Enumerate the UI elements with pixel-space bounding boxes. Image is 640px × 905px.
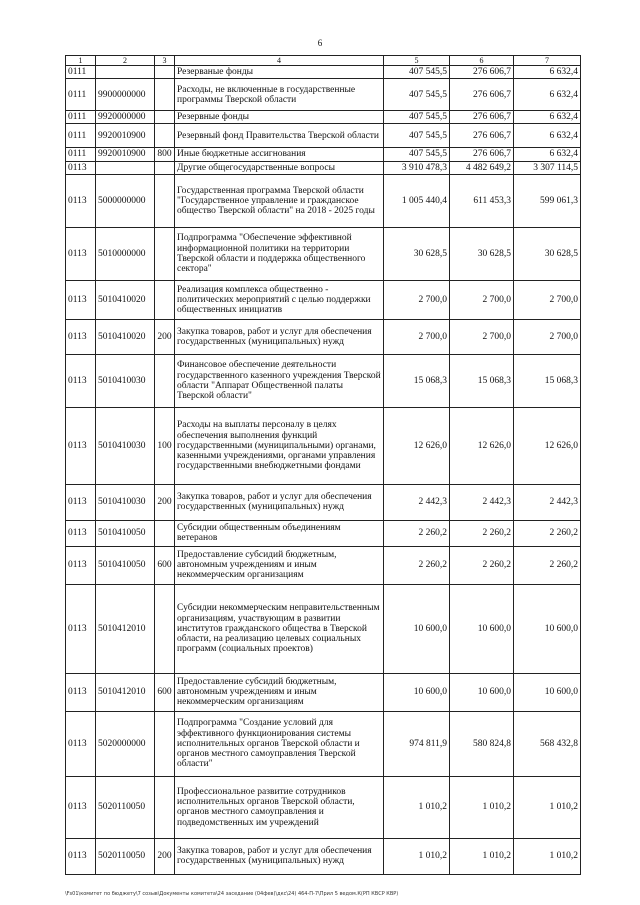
- amount-col-7: 2 260,2: [514, 546, 581, 584]
- table-row: [66, 148, 581, 161]
- expense-name: Закупка товаров, работ и услуг для обеспечения государственных (муниципальных) нужд: [175, 838, 384, 874]
- expense-type-code: [155, 354, 175, 407]
- table-row: [66, 79, 581, 111]
- section-code: 0113: [66, 280, 96, 319]
- amount-col-5: 30 628,5: [384, 227, 450, 280]
- target-article-code: 5010410020: [96, 280, 155, 319]
- expense-type-code: [155, 776, 175, 838]
- expense-type-code: [155, 520, 175, 546]
- column-number: 5: [384, 56, 450, 66]
- amount-col-7: 3 307 114,5: [514, 161, 581, 174]
- amount-col-5: 407 545,5: [384, 66, 450, 79]
- amount-col-6: 580 824,8: [450, 711, 514, 776]
- amount-col-5: 2 442,3: [384, 484, 450, 520]
- target-article-code: 5020000000: [96, 711, 155, 776]
- section-code: 0113: [66, 673, 96, 711]
- expense-type-code: 600: [155, 546, 175, 584]
- amount-col-7: 2 260,2: [514, 520, 581, 546]
- amount-col-7: 12 626,0: [514, 407, 581, 484]
- target-article-code: 5010410020: [96, 319, 155, 354]
- amount-col-5: 10 600,0: [384, 673, 450, 711]
- section-code: 0111: [66, 124, 96, 148]
- table-row: [66, 776, 581, 838]
- amount-col-7: 1 010,2: [514, 838, 581, 874]
- expense-type-code: [155, 161, 175, 174]
- section-code: 0113: [66, 174, 96, 227]
- section-code: 0113: [66, 354, 96, 407]
- amount-col-7: 2 700,0: [514, 280, 581, 319]
- amount-col-7: 6 632,4: [514, 66, 581, 79]
- table-row: [66, 546, 581, 584]
- amount-col-7: 599 061,3: [514, 174, 581, 227]
- expense-name: Расходы, не включенные в государственные программы Тверской области: [175, 79, 384, 111]
- amount-col-5: 407 545,5: [384, 111, 450, 124]
- amount-col-6: 276 606,7: [450, 66, 514, 79]
- amount-col-6: 2 260,2: [450, 546, 514, 584]
- target-article-code: 5010410030: [96, 407, 155, 484]
- expense-name: Подпрограмма "Обеспечение эффективной информационной политики на территории Тверской области и поддержка общественного сектора": [175, 227, 384, 280]
- table-row: [66, 354, 581, 407]
- amount-col-6: 611 453,3: [450, 174, 514, 227]
- amount-col-5: 2 260,2: [384, 546, 450, 584]
- expense-name: Другие общегосударственные вопросы: [175, 161, 384, 174]
- section-code: 0111: [66, 111, 96, 124]
- expense-type-code: 600: [155, 673, 175, 711]
- column-number-row: [66, 56, 581, 66]
- section-code: 0111: [66, 79, 96, 111]
- amount-col-7: 10 600,0: [514, 673, 581, 711]
- amount-col-5: 407 545,5: [384, 79, 450, 111]
- expense-type-code: 100: [155, 407, 175, 484]
- amount-col-6: 10 600,0: [450, 584, 514, 673]
- amount-col-5: 1 010,2: [384, 776, 450, 838]
- section-code: 0113: [66, 546, 96, 584]
- section-code: 0113: [66, 520, 96, 546]
- table-row: [66, 124, 581, 148]
- target-article-code: 5000000000: [96, 174, 155, 227]
- target-article-code: 5010410030: [96, 484, 155, 520]
- column-number: 3: [155, 56, 175, 66]
- expense-type-code: 200: [155, 838, 175, 874]
- amount-col-5: 15 068,3: [384, 354, 450, 407]
- expense-type-code: [155, 124, 175, 148]
- amount-col-5: 2 700,0: [384, 280, 450, 319]
- target-article-code: 5020110050: [96, 838, 155, 874]
- amount-col-7: 1 010,2: [514, 776, 581, 838]
- section-code: 0111: [66, 66, 96, 79]
- table-row: [66, 111, 581, 124]
- amount-col-5: 2 260,2: [384, 520, 450, 546]
- table-row: [66, 66, 581, 79]
- table-row: [66, 838, 581, 874]
- amount-col-5: 12 626,0: [384, 407, 450, 484]
- section-code: 0113: [66, 584, 96, 673]
- target-article-code: 5010412010: [96, 673, 155, 711]
- column-number: 2: [96, 56, 155, 66]
- amount-col-7: 30 628,5: [514, 227, 581, 280]
- target-article-code: 5010412010: [96, 584, 155, 673]
- amount-col-5: 407 545,5: [384, 148, 450, 161]
- amount-col-6: 15 068,3: [450, 354, 514, 407]
- amount-col-7: 6 632,4: [514, 148, 581, 161]
- target-article-code: 5010410050: [96, 546, 155, 584]
- amount-col-6: 30 628,5: [450, 227, 514, 280]
- amount-col-7: 10 600,0: [514, 584, 581, 673]
- section-code: 0113: [66, 776, 96, 838]
- amount-col-7: 6 632,4: [514, 111, 581, 124]
- expense-name: Резервный фонд Правительства Тверской области: [175, 124, 384, 148]
- expense-type-code: [155, 79, 175, 111]
- target-article-code: [96, 161, 155, 174]
- section-code: 0111: [66, 148, 96, 161]
- amount-col-6: 276 606,7: [450, 124, 514, 148]
- amount-col-5: 1 010,2: [384, 838, 450, 874]
- table-row: [66, 711, 581, 776]
- expense-type-code: 200: [155, 484, 175, 520]
- amount-col-6: 2 260,2: [450, 520, 514, 546]
- amount-col-5: 407 545,5: [384, 124, 450, 148]
- expense-name: Закупка товаров, работ и услуг для обеспечения государственных (муниципальных) нужд: [175, 484, 384, 520]
- page-number: 6: [317, 38, 323, 48]
- expense-name: Реализация комплекса общественно - политических мероприятий с целью поддержки общественных инициатив: [175, 280, 384, 319]
- amount-col-7: 568 432,8: [514, 711, 581, 776]
- table-row: [66, 584, 581, 673]
- column-number: 7: [514, 56, 581, 66]
- amount-col-6: 2 700,0: [450, 319, 514, 354]
- expense-type-code: [155, 711, 175, 776]
- expense-name: Профессиональное развитие сотрудников исполнительных органов Тверской области, органов местного самоуправления и подведомственных им учреждений: [175, 776, 384, 838]
- table-row: [66, 407, 581, 484]
- amount-col-5: 3 910 478,3: [384, 161, 450, 174]
- target-article-code: 9920000000: [96, 111, 155, 124]
- amount-col-6: 276 606,7: [450, 111, 514, 124]
- amount-col-7: 2 442,3: [514, 484, 581, 520]
- column-number: 4: [175, 56, 384, 66]
- budget-table: [65, 55, 581, 875]
- amount-col-7: 6 632,4: [514, 79, 581, 111]
- amount-col-6: 12 626,0: [450, 407, 514, 484]
- file-path-footer: \Fs01\комитет по бюджету\7 созыв\Документы комитета\24 заседание (04фев)\дкс\24) 464-П-7\Прил 5 ведом.К(РП КВСР КВР): [65, 891, 399, 897]
- target-article-code: [96, 66, 155, 79]
- amount-col-6: 1 010,2: [450, 776, 514, 838]
- expense-name: Иные бюджетные ассигнования: [175, 148, 384, 161]
- target-article-code: 9920010900: [96, 148, 155, 161]
- expense-type-code: 200: [155, 319, 175, 354]
- expense-name: Предоставление субсидий бюджетным, автономным учреждениям и иным некоммерческим организациям: [175, 673, 384, 711]
- table-row: [66, 484, 581, 520]
- section-code: 0113: [66, 484, 96, 520]
- column-number: 1: [66, 56, 96, 66]
- amount-col-5: 1 005 440,4: [384, 174, 450, 227]
- expense-name: Субсидии некоммерческим неправительственным организациям, участвующим в развитии институтов гражданского общества в Тверской области, на реализацию целевых социальных программ (социальных проектов): [175, 584, 384, 673]
- expense-name: Резерваные фонды: [175, 66, 384, 79]
- table-row: [66, 161, 581, 174]
- target-article-code: 9920010900: [96, 124, 155, 148]
- expense-type-code: [155, 280, 175, 319]
- target-article-code: 5010410050: [96, 520, 155, 546]
- table-row: [66, 319, 581, 354]
- section-code: 0113: [66, 319, 96, 354]
- section-code: 0113: [66, 838, 96, 874]
- column-number: 6: [450, 56, 514, 66]
- expense-type-code: [155, 584, 175, 673]
- amount-col-5: 974 811,9: [384, 711, 450, 776]
- amount-col-6: 276 606,7: [450, 79, 514, 111]
- amount-col-5: 2 700,0: [384, 319, 450, 354]
- target-article-code: 5020110050: [96, 776, 155, 838]
- table-row: [66, 673, 581, 711]
- expense-type-code: 800: [155, 148, 175, 161]
- amount-col-7: 15 068,3: [514, 354, 581, 407]
- expense-name: Предоставление субсидий бюджетным, автономным учреждениям и иным некоммерческим организациям: [175, 546, 384, 584]
- table-row: [66, 174, 581, 227]
- expense-name: Резервные фонды: [175, 111, 384, 124]
- expense-name: Субсидии общественным объединениям ветеранов: [175, 520, 384, 546]
- amount-col-6: 10 600,0: [450, 673, 514, 711]
- amount-col-7: 2 700,0: [514, 319, 581, 354]
- amount-col-5: 10 600,0: [384, 584, 450, 673]
- expense-name: Подпрограмма "Создание условий для эффективного функционирования системы исполнительных органов Тверской области и органов местного самоуправления Тверской области": [175, 711, 384, 776]
- amount-col-6: 2 700,0: [450, 280, 514, 319]
- expense-name: Закупка товаров, работ и услуг для обеспечения государственных (муниципальных) нужд: [175, 319, 384, 354]
- amount-col-6: 276 606,7: [450, 148, 514, 161]
- target-article-code: 5010410030: [96, 354, 155, 407]
- expense-name: Финансовое обеспечение деятельности государственного казенного учреждения Тверской области "Аппарат Общественной палаты Тверской области": [175, 354, 384, 407]
- amount-col-6: 2 442,3: [450, 484, 514, 520]
- section-code: 0113: [66, 407, 96, 484]
- amount-col-7: 6 632,4: [514, 124, 581, 148]
- expense-type-code: [155, 111, 175, 124]
- expense-name: Расходы на выплаты персоналу в целях обеспечения выполнения функций государственными (муниципальными) органами, казенными учреждениями, органами управления государственными внебюджетными фондами: [175, 407, 384, 484]
- amount-col-6: 1 010,2: [450, 838, 514, 874]
- target-article-code: 9900000000: [96, 79, 155, 111]
- table-row: [66, 280, 581, 319]
- expense-type-code: [155, 66, 175, 79]
- amount-col-6: 4 482 649,2: [450, 161, 514, 174]
- target-article-code: 5010000000: [96, 227, 155, 280]
- section-code: 0113: [66, 161, 96, 174]
- table-row: [66, 227, 581, 280]
- expense-name: Государственная программа Тверской области "Государственное управление и гражданское общество Тверской области" на 2018 - 2025 годы: [175, 174, 384, 227]
- table-row: [66, 520, 581, 546]
- expense-type-code: [155, 174, 175, 227]
- section-code: 0113: [66, 711, 96, 776]
- expense-type-code: [155, 227, 175, 280]
- section-code: 0113: [66, 227, 96, 280]
